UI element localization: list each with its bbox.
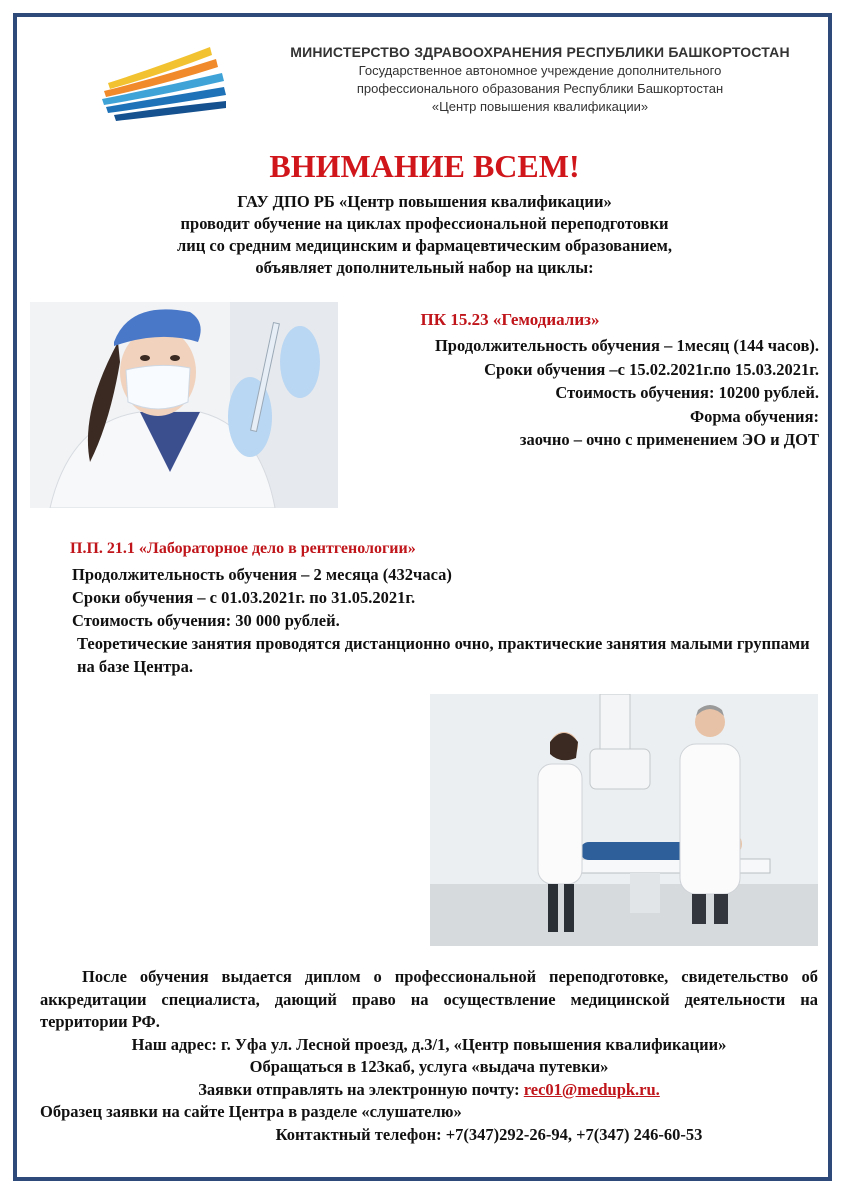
course2-details (72, 563, 812, 678)
room-text: Обращаться в 123каб, услуга «выдача путевки» (249, 1057, 609, 1076)
course2-duration: Продолжительность обучения – 2 месяца (432часа) (72, 565, 452, 584)
email-label: Заявки отправлять на электронную почту: (198, 1079, 520, 1099)
course2-dates: Сроки обучения – с 01.03.2021г. по 31.05.2021г. (72, 588, 416, 607)
course1-title: ПК 15.23 «Гемодиализ» (420, 310, 600, 329)
course1-form-value: заочно – очно с применением ЭО и ДОТ (519, 430, 819, 449)
xray-room-photo (430, 694, 818, 946)
nurse-photo (30, 302, 338, 508)
course1-details (435, 334, 819, 452)
course2-format: Теоретические занятия проводятся дистанционно очно, практические занятия малыми группами на базе Центра. (77, 634, 810, 676)
intro-line: проводит обучение на циклах профессиональной переподготовки (180, 214, 669, 233)
email-link[interactable]: rec01@medupk.ru. (523, 1079, 660, 1099)
email-line (40, 1079, 818, 1102)
center-logo (98, 45, 233, 125)
intro-text (0, 191, 849, 279)
intro-line: объявляет дополнительный набор на циклы: (255, 258, 594, 277)
course2-cost: Стоимость обучения: 30 000 рублей. (72, 611, 340, 630)
org-line: Государственное автономное учреждение дополнительного (358, 63, 722, 78)
intro-line: лиц со средним медицинским и фармацевтическим образованием, (176, 236, 673, 255)
org-line: профессионального образования Республики Башкортостан (356, 81, 724, 96)
diploma-text: После обучения выдается диплом о профессиональной переподготовке, свидетельство об аккредитации специалиста, дающий право на осуществление медицинской деятельности на территории РФ. (40, 967, 818, 1031)
sample-text: Образец заявки на сайте Центра в разделе «слушателю» (40, 1102, 462, 1121)
page-title: ВНИМАНИЕ ВСЕМ! (269, 148, 580, 184)
course1-duration: Продолжительность обучения – 1месяц (144 часов). (434, 336, 819, 355)
organization-header (270, 44, 810, 114)
course1-dates: Сроки обучения –с 15.02.2021г.по 15.03.2021г. (484, 359, 819, 379)
course1-form-label: Форма обучения: (689, 406, 819, 426)
footer-info (40, 966, 818, 1146)
org-line: «Центр повышения квалификации» (431, 99, 649, 114)
phone-text: Контактный телефон: +7(347)292-26-94, +7(347) 246-60-53 (275, 1124, 703, 1144)
intro-line: ГАУ ДПО РБ «Центр повышения квалификации» (237, 192, 612, 211)
address-text: Наш адрес: г. Уфа ул. Лесной проезд, д.3/1, «Центр повышения квалификации» (131, 1034, 727, 1054)
ministry-name: МИНИСТЕРСТВО ЗДРАВООХРАНЕНИЯ РЕСПУБЛИКИ БАШКОРТОСТАН (290, 44, 790, 60)
course1-cost: Стоимость обучения: 10200 рублей. (555, 383, 819, 402)
course2-title: П.П. 21.1 «Лабораторное дело в рентгенологии» (70, 540, 416, 557)
